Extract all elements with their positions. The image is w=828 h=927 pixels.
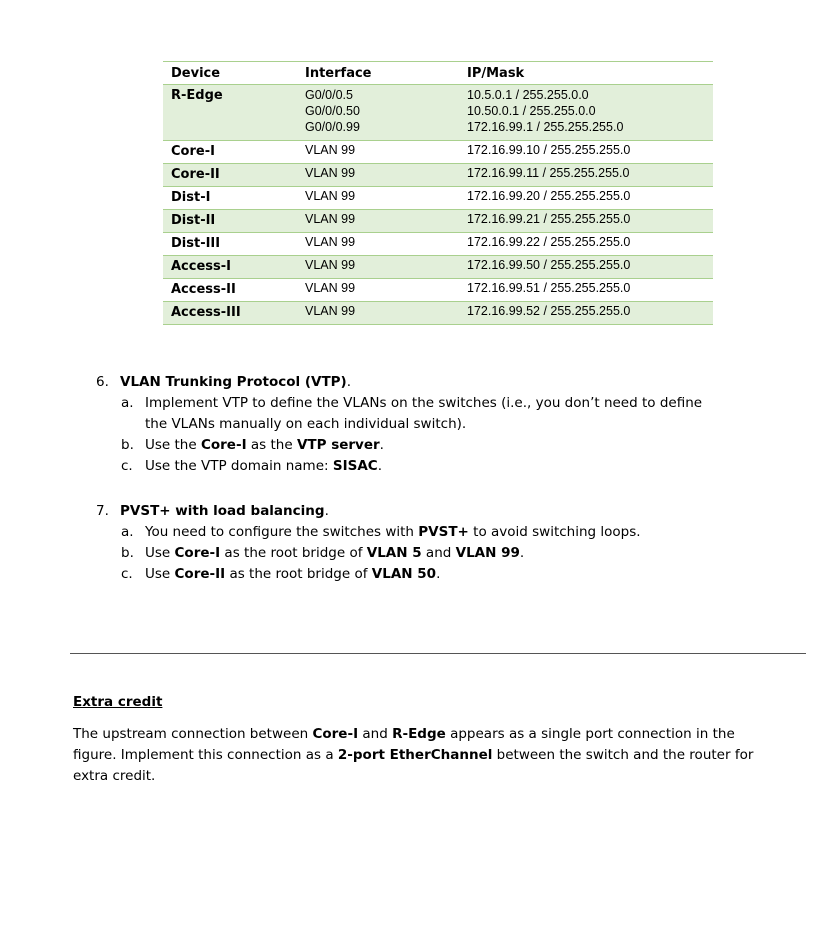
device-cell: Core-II	[163, 164, 305, 187]
sub-item-letter: b.	[121, 545, 134, 561]
interface-cell: VLAN 99	[305, 279, 467, 302]
item-title	[120, 501, 828, 522]
ip-address-table	[163, 61, 713, 325]
interface-cell: VLAN 99	[305, 256, 467, 279]
interface-cell: VLAN 99	[305, 233, 467, 256]
header-device: Device	[163, 62, 305, 85]
item-title-end: .	[324, 503, 329, 519]
sub-item-letter: b.	[121, 437, 134, 453]
interface-cell: VLAN 99	[305, 164, 467, 187]
text-run: as the root bridge of	[220, 545, 367, 561]
item-title-text: VLAN Trunking Protocol (VTP)	[120, 374, 347, 390]
sub-item	[121, 435, 720, 456]
ip-mask-cell: 172.16.99.10 / 255.255.255.0	[467, 141, 713, 164]
bold-text: Core-I	[200, 437, 247, 453]
item-number: 6.	[96, 374, 109, 390]
interface-cell: VLAN 99	[305, 187, 467, 210]
sub-item-letter: c.	[121, 566, 133, 582]
extra-credit-paragraph	[73, 724, 773, 787]
ip-mask-cell: 172.16.99.22 / 255.255.255.0	[467, 233, 713, 256]
device-cell: Access-II	[163, 279, 305, 302]
ip-mask-line: 10.50.0.1 / 255.255.0.0	[467, 104, 596, 118]
text-run: .	[379, 437, 384, 453]
item-number: 7.	[96, 503, 109, 519]
table-row	[163, 141, 713, 164]
ip-mask-cell: 172.16.99.51 / 255.255.255.0	[467, 279, 713, 302]
interface-cell: VLAN 99	[305, 210, 467, 233]
table-row	[163, 164, 713, 187]
device-cell: Access-I	[163, 256, 305, 279]
ip-mask-line: 10.5.0.1 / 255.255.0.0	[467, 88, 589, 102]
ip-mask-cell: 172.16.99.21 / 255.255.255.0	[467, 210, 713, 233]
table-row	[163, 302, 713, 325]
ip-mask-cell: 172.16.99.20 / 255.255.255.0	[467, 187, 713, 210]
instructions-list	[0, 372, 828, 609]
table-row	[163, 210, 713, 233]
text-run: appears as a single port connection in the figure. Implement this connection as a	[73, 726, 735, 763]
text-run: .	[436, 566, 441, 582]
bold-text: R-Edge	[392, 726, 446, 742]
interface-line: G0/0/0.99	[305, 120, 360, 134]
extra-credit-heading: Extra credit	[73, 694, 163, 710]
bold-text: Core-I	[174, 545, 221, 561]
interface-cell: VLAN 99	[305, 141, 467, 164]
text-run: Use the	[145, 437, 201, 453]
sub-item	[121, 564, 720, 585]
device-cell: Access-III	[163, 302, 305, 325]
text-run: between the switch and the router for extra credit.	[73, 747, 754, 784]
sub-item	[121, 456, 720, 477]
item-title-end: .	[346, 374, 352, 390]
ip-mask-cell: 172.16.99.11 / 255.255.255.0	[467, 164, 713, 187]
text-run: Use	[145, 566, 175, 582]
ip-mask-line: 172.16.99.1 / 255.255.255.0	[467, 120, 624, 134]
bold-text: Core-II	[174, 566, 226, 582]
bold-text: VTP server	[296, 437, 380, 453]
device-cell: R-Edge	[163, 85, 305, 141]
text-run: Use	[145, 545, 175, 561]
sub-item-letter: c.	[121, 458, 133, 474]
text-run: Use the VTP domain name:	[145, 458, 333, 474]
ip-mask-cell: 172.16.99.52 / 255.255.255.0	[467, 302, 713, 325]
item-title-text: PVST+ with load balancing	[120, 503, 325, 519]
bold-text: 2-port EtherChannel	[337, 747, 493, 763]
text-run: The upstream connection between	[73, 726, 313, 742]
text-run: Implement VTP to define the VLANs on the switches (i.e., you don’t need to define the VLANs manually on each individual switch).	[145, 395, 703, 432]
bold-text: VLAN 99	[455, 545, 520, 561]
text-run: .	[519, 545, 525, 561]
device-cell: Dist-I	[163, 187, 305, 210]
table-row	[163, 256, 713, 279]
ip-mask-cell: 172.16.99.50 / 255.255.255.0	[467, 256, 713, 279]
sub-item	[121, 522, 720, 543]
table-row	[163, 233, 713, 256]
bold-text: PVST+	[418, 524, 469, 540]
device-cell: Core-I	[163, 141, 305, 164]
text-run: as the root bridge of	[225, 566, 372, 582]
text-run: .	[377, 458, 382, 474]
interface-line: G0/0/0.50	[305, 104, 360, 118]
bold-text: VLAN 50	[371, 566, 437, 582]
table-header-row	[163, 62, 713, 85]
bold-text: SISAC	[332, 458, 378, 474]
header-ip-mask: IP/Mask	[467, 62, 713, 85]
text-run: You need to configure the switches with	[145, 524, 419, 540]
sub-item-letter: a.	[121, 524, 134, 540]
table-row	[163, 279, 713, 302]
sub-item	[121, 393, 720, 435]
table-body	[163, 85, 713, 325]
device-cell: Dist-II	[163, 210, 305, 233]
section-divider	[70, 653, 806, 654]
device-cell: Dist-III	[163, 233, 305, 256]
bold-text: VLAN 5	[366, 545, 422, 561]
table-row	[163, 85, 713, 141]
numbered-item	[0, 501, 828, 585]
interface-cell: VLAN 99	[305, 302, 467, 325]
ip-mask-cell	[467, 85, 713, 141]
item-title	[120, 372, 828, 393]
interface-cell	[305, 85, 467, 141]
text-run: and	[421, 545, 456, 561]
bold-text: Core-I	[312, 726, 359, 742]
text-run: as the	[246, 437, 297, 453]
header-interface: Interface	[305, 62, 467, 85]
numbered-item	[0, 372, 828, 477]
sub-item-letter: a.	[121, 395, 134, 411]
text-run: to avoid switching loops.	[468, 524, 641, 540]
sub-item	[121, 543, 720, 564]
interface-line: G0/0/0.5	[305, 88, 353, 102]
table-row	[163, 187, 713, 210]
text-run: and	[358, 726, 393, 742]
